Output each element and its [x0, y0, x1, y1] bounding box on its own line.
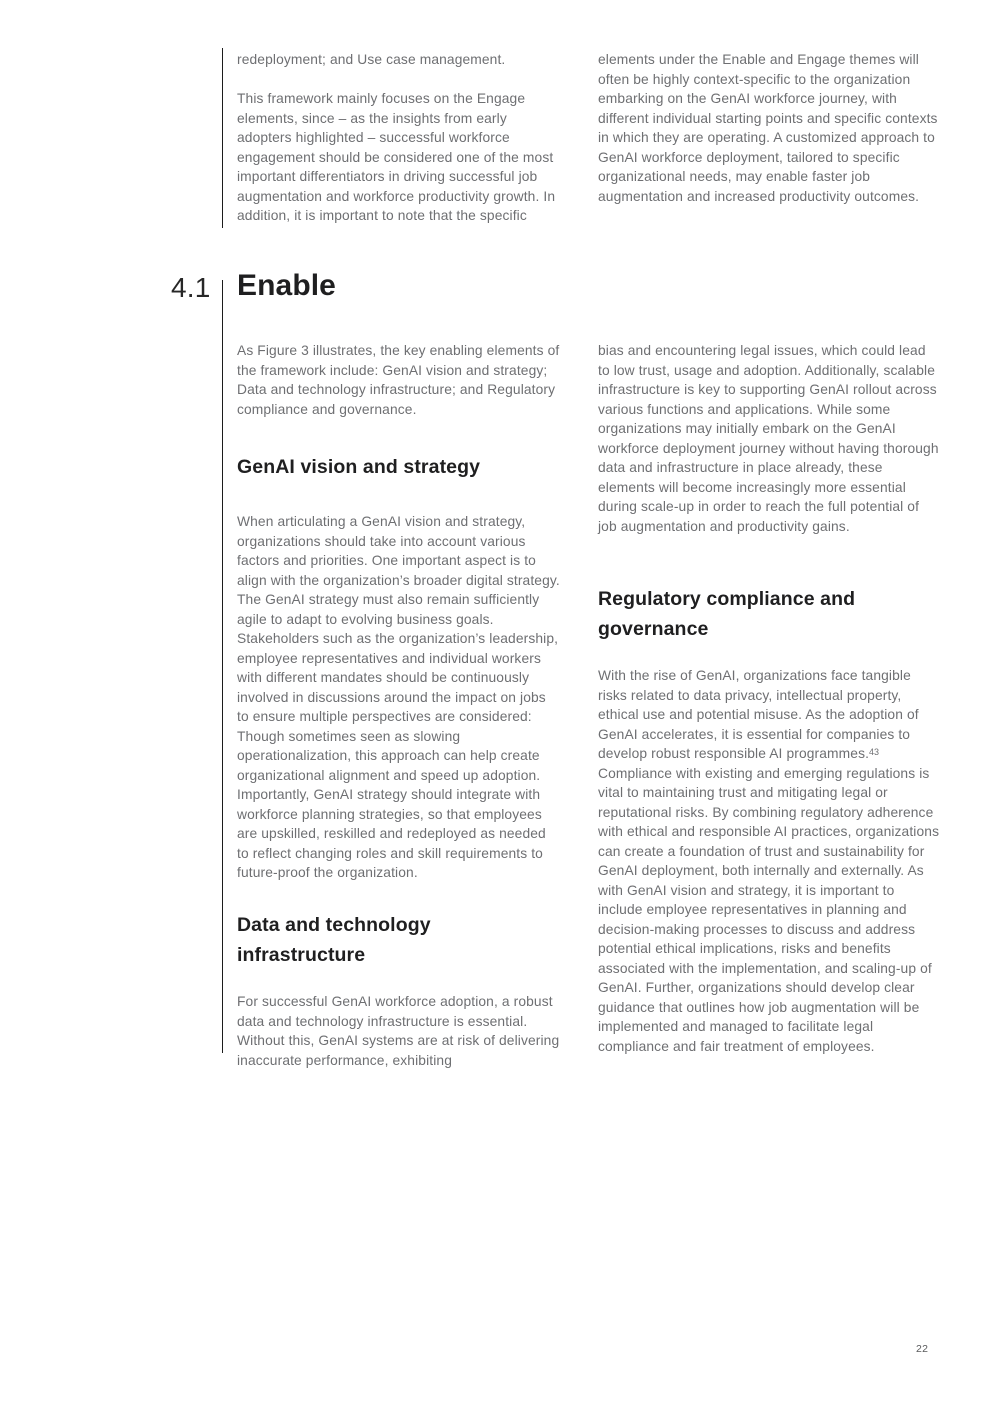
paragraph: redeployment; and Use case management. — [237, 52, 506, 67]
section-right-paragraph — [598, 341, 940, 536]
top-left-column — [237, 50, 561, 226]
page-number: 22 — [916, 1343, 929, 1355]
paragraph: bias and encountering legal issues, which could lead to low trust, usage and adoption. Additionally, scalable infrastructure is key to supporting GenAI rollout across various functions and applications. While some organizations may initially embark on the GenAI workforce deployment journey without having thorough data and infrastructure in place already, these elements will become increasingly more essential during scale-up in order to reach the full potential of job augmentation and productivity gains. — [598, 343, 939, 534]
paragraph: When articulating a GenAI vision and strategy, organizations should take into account various factors and priorities. One important aspect is to align with the organization’s broader digital strategy. The GenAI strategy must also remain sufficiently agile to adapt to evolving business goals. Stakeholders such as the organization’s leadership, employee representatives and individual workers with different mandates should be continuously involved in discussions around the impact on jobs to ensure multiple perspectives are considered: Though sometimes seen as slowing operationalization, this approach can help create organizational alignment and speed up adoption. Importantly, GenAI strategy should integrate with workforce planning strategies, so that employees are upskilled, reskilled and redeployed as needed to reflect changing roles and skill requirements to future-proof the organization. — [237, 514, 560, 880]
paragraph: elements under the Enable and Engage themes will often be highly context-specific to the organization embarking on the GenAI workforce journey, with different individual starting points and specific contexts in which they are operating. A customized approach to GenAI workforce deployment, tailored to specific organizational needs, may enable faster job augmentation and increased productivity outcomes. — [598, 52, 938, 204]
section-number: 4.1 — [171, 272, 211, 303]
section-title: Enable — [237, 269, 336, 302]
top-section-rule — [222, 48, 223, 228]
subsection-body-data-infrastructure — [237, 992, 561, 1070]
paragraph: This framework mainly focuses on the Engage elements, since – as the insights from early adopters highlighted – successful workforce engagement should be considered one of the most important differentiators in driving successful job augmentation and workforce productivity growth. In addition, it is important to note that the specific — [237, 91, 556, 223]
section-rule — [222, 280, 223, 1053]
subsection-heading-regulatory-compliance: Regulatory compliance and governance — [598, 588, 856, 640]
paragraph: As Figure 3 illustrates, the key enabling elements of the framework include: GenAI vision and strategy; Data and technology infrastructure; and Regulatory compliance and governance. — [237, 343, 560, 417]
top-right-column — [598, 50, 940, 206]
paragraph — [598, 666, 940, 1056]
paragraph: For successful GenAI workforce adoption, a robust data and technology infrastructure is essential. Without this, GenAI systems are at risk of delivering inaccurate performance, exhibiting — [237, 994, 560, 1068]
section-intro — [237, 341, 561, 419]
paragraph-text: With the rise of GenAI, organizations face tangible risks related to data privacy, intellectual property, ethical use and potential misuse. As the adoption of GenAI accelerates, it is essential for companies to develop robust responsible AI programmes. — [598, 668, 919, 761]
subsection-body-regulatory-compliance — [598, 666, 940, 1056]
subsection-heading-genai-vision: GenAI vision and strategy — [237, 456, 481, 478]
footnote-reference: 43 — [869, 747, 880, 757]
paragraph-text: Compliance with existing and emerging regulations is vital to maintaining trust and mitigating legal or reputational risks. By combining regulatory adherence with ethical and responsible AI practices, organizations can create a foundation of trust and sustainability for GenAI deployment, both internally and externally. As with GenAI vision and strategy, it is important to include employee representatives in planning and decision-making processes to discuss and address potential ethical implications, risks and benefits associated with the implementation, and scaling-up of GenAI. Further, organizations should develop clear guidance that outlines how job augmentation will be implemented and managed to facilitate legal compliance and fair treatment of employees. — [598, 765, 940, 1054]
subsection-heading-data-infrastructure: Data and technology infrastructure — [237, 914, 431, 966]
subsection-body-genai-vision — [237, 512, 561, 883]
